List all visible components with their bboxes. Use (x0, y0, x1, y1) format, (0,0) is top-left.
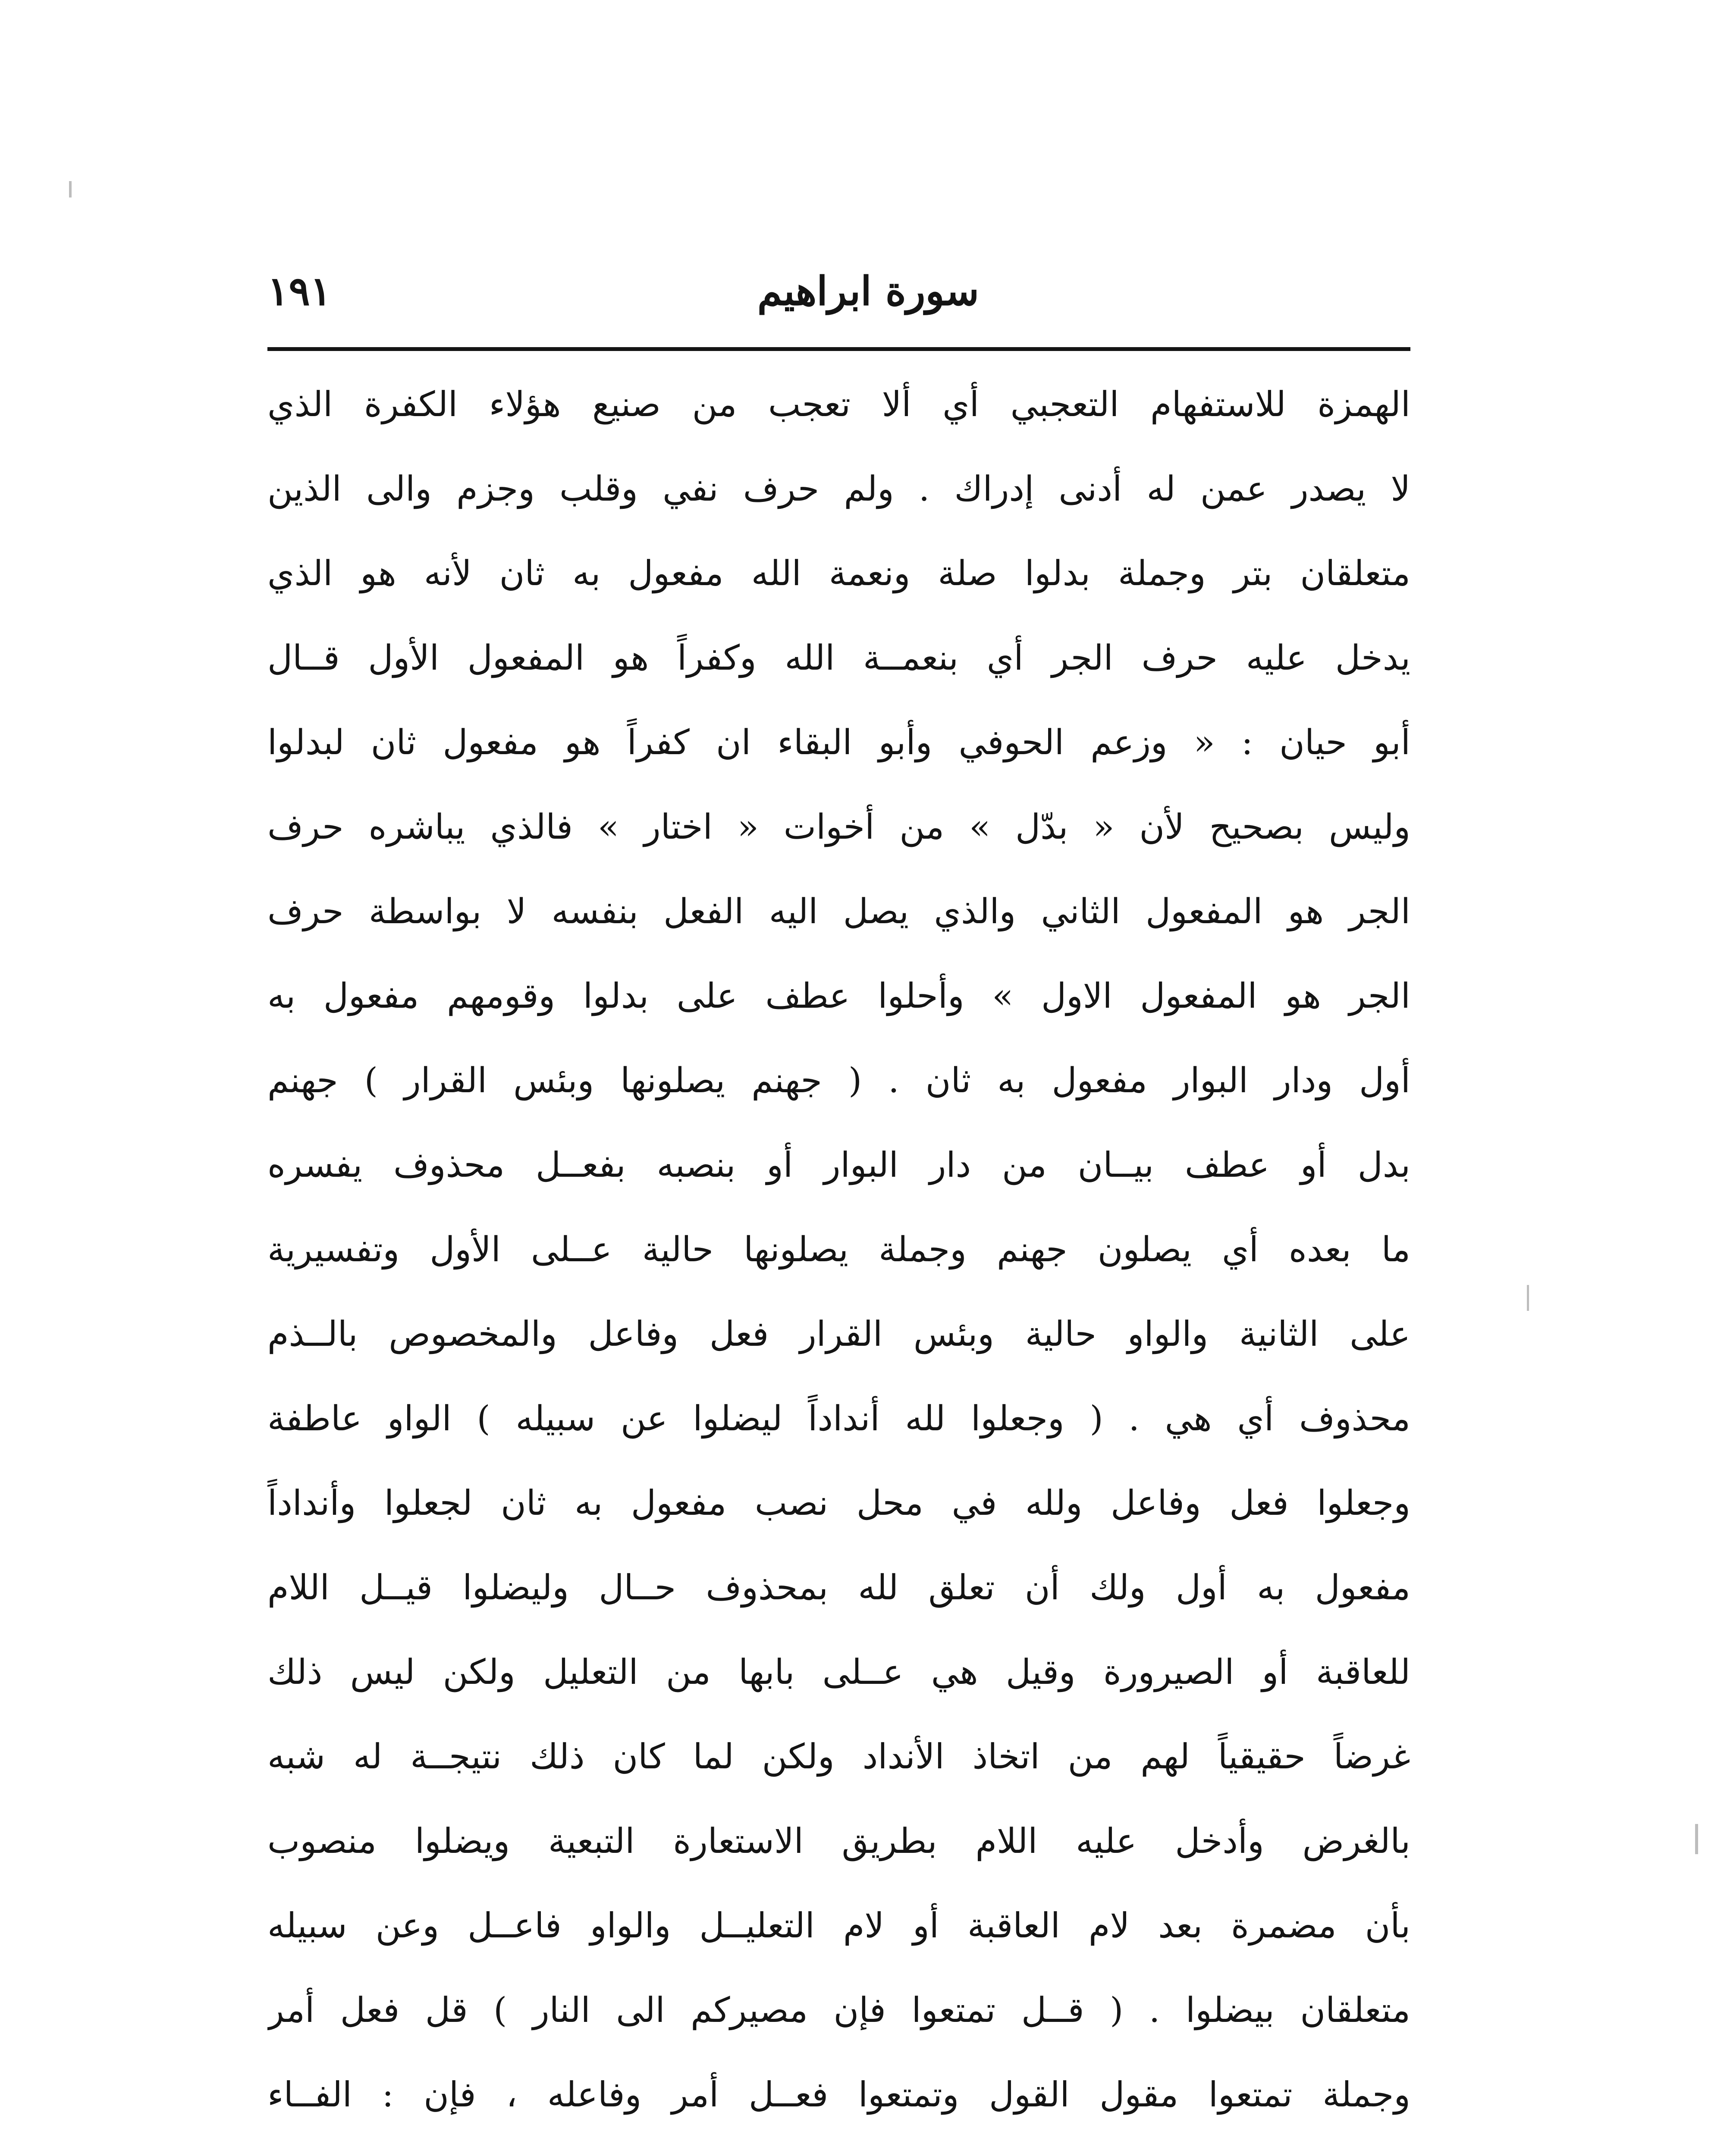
text-line: بدل أو عطف بيــان من دار البوار أو بنصبه بفعــل محذوف يفسره (267, 1145, 1410, 1185)
page-number: ١٩١ (267, 268, 332, 314)
text-line: يدخل عليه حرف الجر أي بنعمــة الله وكفراً هو المفعول الأول قــال (267, 638, 1410, 678)
text-line: متعلقان بتر وجملة بدلوا صلة ونعمة الله مفعول به ثان لأنه هو الذي (267, 553, 1410, 593)
text-line: الجر هو المفعول الثاني والذي يصل اليه الفعل بنفسه لا بواسطة حرف (267, 891, 1410, 931)
text-line: غرضاً حقيقياً لهم من اتخاذ الأنداد ولكن لما كان ذلك نتيجــة له شبه (267, 1736, 1410, 1777)
text-line: أول ودار البوار مفعول به ثان . ( جهنم يصلونها وبئس القرار ) جهنم (267, 1060, 1410, 1100)
text-line: على الثانية والواو حالية وبئس القرار فعل وفاعل والمخصوص بالــذم (267, 1314, 1410, 1354)
text-line: بأن مضمرة بعد لام العاقبة أو لام التعليــل والواو فاعــل وعن سبيله (267, 1905, 1410, 1946)
text-line: محذوف أي هي . ( وجعلوا لله أنداداً ليضلوا عن سبيله ) الواو عاطفة (267, 1398, 1410, 1438)
text-line: أبو حيان : « وزعم الحوفي وأبو البقاء ان كفراً هو مفعول ثان لبدلوا (267, 722, 1410, 762)
page-header (267, 259, 1410, 323)
text-line: بالغرض وأدخل عليه اللام بطريق الاستعارة التبعية ويضلوا منصوب (267, 1821, 1410, 1861)
text-line: متعلقان بيضلوا . ( قــل تمتعوا فإن مصيركم الى النار ) قل فعل أمر (267, 1990, 1410, 2030)
text-line: وجملة تمتعوا مقول القول وتمتعوا فعــل أمر وفاعله ، فإن : الفــاء (267, 2075, 1410, 2115)
running-title: سورة ابراهيم (757, 268, 979, 314)
header-divider (267, 347, 1410, 351)
text-line (267, 2137, 1410, 2156)
text-line: لا يصدر عمن له أدنى إدراك . ولم حرف نفي وقلب وجزم والى الذين (267, 469, 1410, 509)
scan-speck (1695, 1824, 1698, 1854)
text-line: مفعول به أول ولك أن تعلق لله بمحذوف حــال وليضلوا قيــل اللام (267, 1567, 1410, 1608)
scan-speck (69, 181, 72, 197)
text-line: الهمزة للاستفهام التعجبي أي ألا تعجب من صنيع هؤلاء الكفرة الذي (267, 384, 1410, 424)
text-line: وجعلوا فعل وفاعل ولله في محل نصب مفعول به ثان لجعلوا وأنداداً (267, 1483, 1410, 1523)
text-line: الجر هو المفعول الاول » وأحلوا عطف على بدلوا وقومهم مفعول به (267, 976, 1410, 1016)
text-line: وليس بصحيح لأن « بدّل » من أخوات « اختار » فالذي يباشره حرف (267, 807, 1410, 847)
text-line: ما بعده أي يصلون جهنم وجملة يصلونها حالية عــلى الأول وتفسيرية (267, 1229, 1410, 1269)
text-line: للعاقبة أو الصيرورة وقيل هي عــلى بابها من التعليل ولكن ليس ذلك (267, 1652, 1410, 1692)
body-text (267, 362, 1410, 2156)
scan-speck (1527, 1285, 1529, 1311)
